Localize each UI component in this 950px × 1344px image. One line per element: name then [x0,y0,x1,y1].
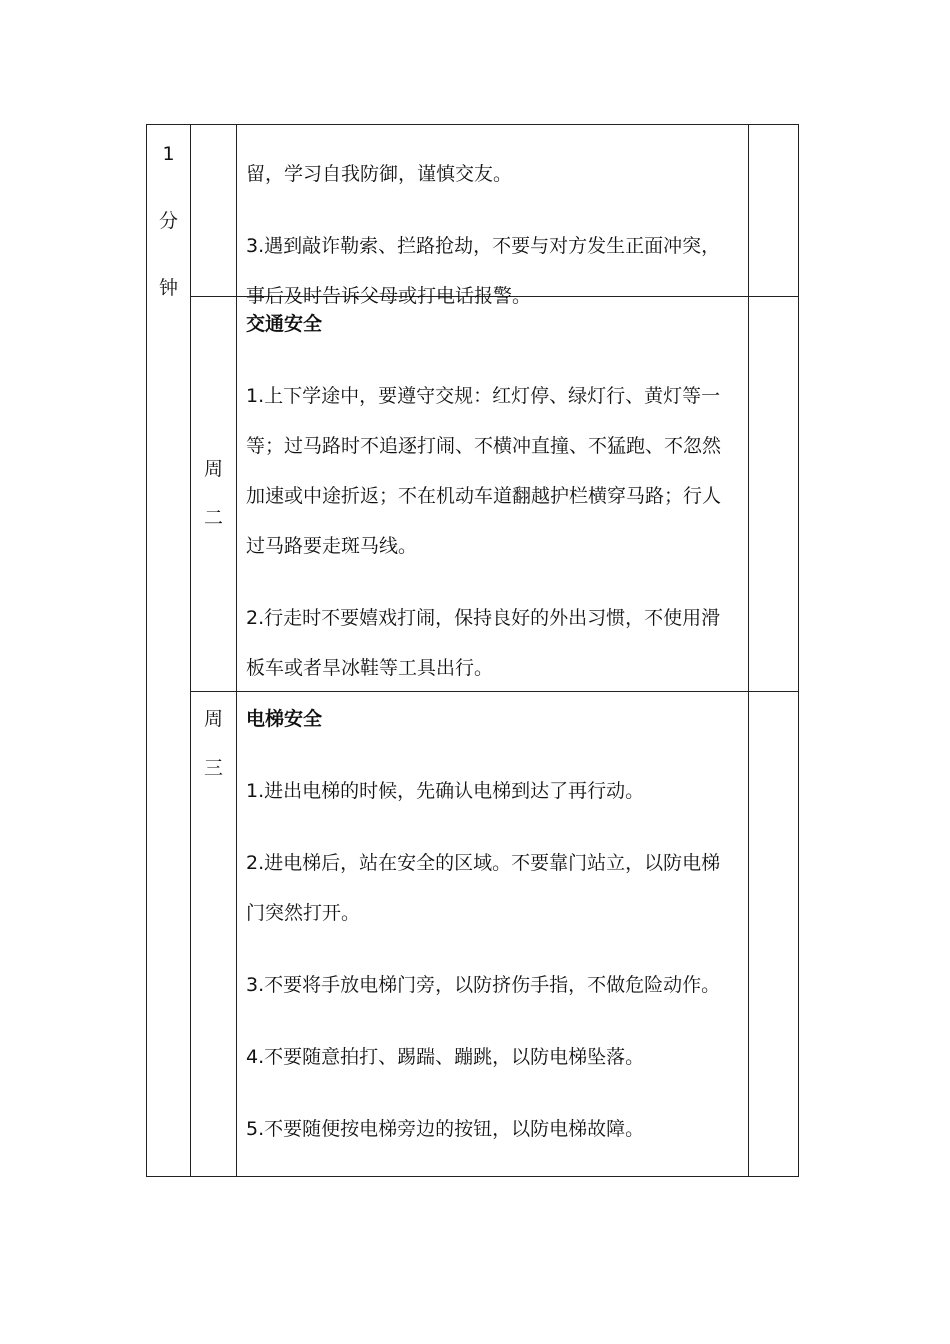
content-line: 3.遇到敲诈勒索、拦路抢劫，不要与对方发生正面冲突， [246,235,721,257]
content-line: 事后及时告诉父母或打电话报警。 [246,285,532,307]
duration-char: 钟 [158,277,178,299]
safety-schedule-table [146,124,799,1177]
notes-cell [749,692,799,1177]
content-line: 板车或者旱冰鞋等工具出行。 [246,657,494,679]
day-char: 周 [203,708,223,730]
content-line: 5.不要随便按电梯旁边的按钮，以防电梯故障。 [246,1118,645,1140]
duration-char: 1 [162,143,175,165]
duration-cell [147,125,191,1177]
section-title: 交通安全 [246,313,323,335]
table-row [147,125,799,297]
content-line: 加速或中途折返；不在机动车道翻越护栏横穿马路；行人 [246,485,722,507]
table-row [147,692,799,1177]
content-line: 1.进出电梯的时候，先确认电梯到达了再行动。 [246,780,645,802]
day-char: 周 [203,458,223,480]
table-row [147,297,799,692]
notes-cell [749,297,799,692]
content-cell [237,297,749,692]
content-line: 4.不要随意拍打、踢踹、蹦跳，以防电梯坠落。 [246,1046,645,1068]
content-line: 3.不要将手放电梯门旁，以防挤伤手指，不做危险动作。 [246,974,721,996]
notes-cell [749,125,799,297]
section-title: 电梯安全 [246,708,323,730]
day-cell [191,297,237,692]
content-line: 留，学习自我防御，谨慎交友。 [246,163,513,185]
content-line: 1.上下学途中，要遵守交规：红灯停、绿灯行、黄灯等一 [246,385,721,407]
content-line: 2.进电梯后，站在安全的区域。不要靠门站立，以防电梯 [246,852,721,874]
content-line: 2.行走时不要嬉戏打闹，保持良好的外出习惯，不使用滑 [246,607,721,629]
content-cell [237,125,749,307]
day-char: 二 [203,507,223,529]
day-cell [191,692,237,1177]
day-cell [191,125,237,297]
content-line: 等；过马路时不追逐打闹、不横冲直撞、不猛跑、不忽然 [246,435,722,457]
duration-char: 分 [158,210,178,232]
content-cell [237,692,749,1177]
content-line: 过马路要走斑马线。 [246,535,418,557]
content-line: 门突然打开。 [246,902,361,924]
day-char: 三 [203,757,223,779]
